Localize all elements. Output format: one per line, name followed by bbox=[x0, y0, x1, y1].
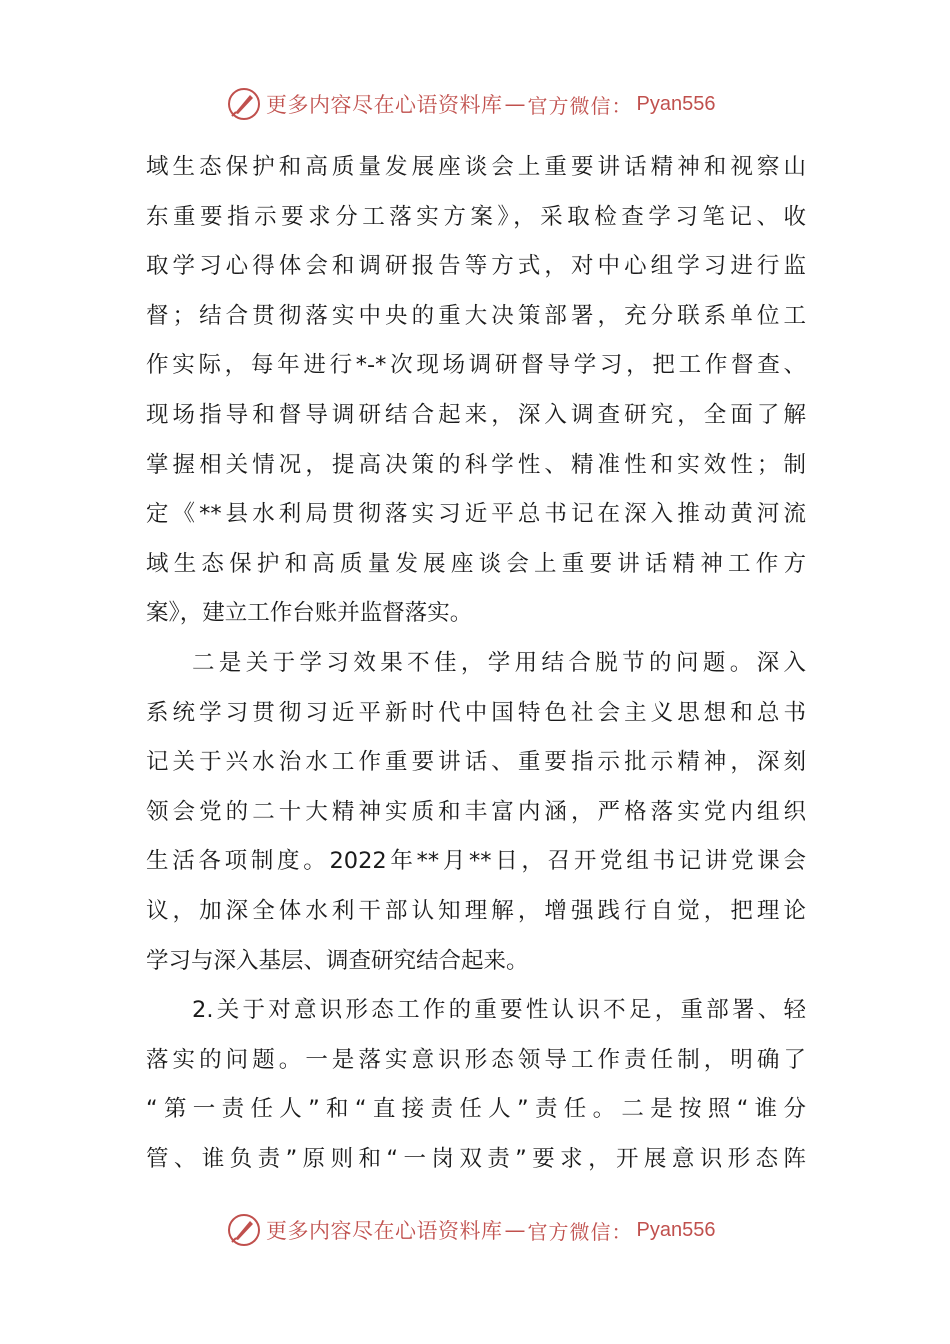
text-line: 二是关于学习效果不佳，学用结合脱节的问题。深入 bbox=[192, 649, 806, 676]
text-line: 掌握相关情况，提高决策的科学性、精准性和实效性；制 bbox=[146, 451, 806, 478]
watermark-wechat-label: 官方微信： bbox=[527, 1219, 633, 1244]
text-line: 记关于兴水治水工作重要讲话、重要指示批示精神，深刻 bbox=[146, 749, 806, 776]
text-line: 落实的问题。一是落实意识形态领导工作责任制，明确了 bbox=[146, 1046, 806, 1073]
text-line: 案》，建立工作台账并监督落实。 bbox=[146, 600, 473, 627]
watermark-site-name: 更多内容尽在心语资料库 bbox=[266, 93, 503, 117]
footer-watermark bbox=[226, 1210, 715, 1250]
text-line: 督；结合贯彻落实中央的重大决策部署，充分联系单位工 bbox=[146, 302, 806, 329]
watermark-wechat-id: Pyan556 bbox=[636, 92, 716, 115]
text-line: 现场指导和督导调研结合起来，深入调查研究，全面了解 bbox=[146, 401, 806, 428]
watermark-dash: — bbox=[504, 92, 526, 116]
text-line: 议，加深全体水利干部认知理解，增强践行自觉，把理论 bbox=[146, 897, 806, 924]
text-line: 管、谁负责”原则和“一岗双责”要求，开展意识形态阵 bbox=[146, 1145, 806, 1172]
document-body bbox=[146, 143, 806, 1184]
text-line: 东重要指示要求分工落实方案》，采取检查学习笔记、收 bbox=[146, 203, 806, 230]
quill-pen-logo-icon bbox=[226, 1212, 262, 1248]
text-line: 定《**县水利局贯彻落实习近平总书记在深入推动黄河流 bbox=[146, 501, 806, 528]
text-line: 域生态保护和高质量发展座谈会上重要讲话精神和视察山 bbox=[146, 154, 806, 180]
text-line: 2.关于对意识形态工作的重要性认识不足，重部署、轻 bbox=[192, 997, 806, 1024]
text-line: 域生态保护和高质量发展座谈会上重要讲话精神工作方 bbox=[146, 550, 806, 577]
text-line: 领会党的二十大精神实质和丰富内涵，严格落实党内组织 bbox=[146, 798, 806, 825]
text-line: 学习与深入基层、调查研究结合起来。 bbox=[146, 947, 529, 974]
watermark-wechat-label: 官方微信： bbox=[527, 93, 633, 118]
watermark-wechat-id: Pyan556 bbox=[636, 1218, 716, 1241]
text-line: “第一责任人”和“直接责任人”责任。二是按照“谁分 bbox=[146, 1096, 806, 1123]
watermark-dash: — bbox=[504, 1218, 526, 1242]
text-line: 系统学习贯彻习近平新时代中国特色社会主义思想和总书 bbox=[146, 699, 806, 726]
text-line: 生活各项制度。2022年**月**日，召开党组书记讲党课会 bbox=[146, 848, 806, 875]
header-watermark bbox=[226, 84, 715, 124]
watermark-site-name: 更多内容尽在心语资料库 bbox=[266, 1219, 503, 1243]
text-line: 作实际，每年进行*-*次现场调研督导学习，把工作督查、 bbox=[146, 352, 806, 379]
quill-pen-logo-icon bbox=[226, 86, 262, 122]
text-line: 取学习心得体会和调研报告等方式，对中心组学习进行监 bbox=[146, 253, 806, 280]
